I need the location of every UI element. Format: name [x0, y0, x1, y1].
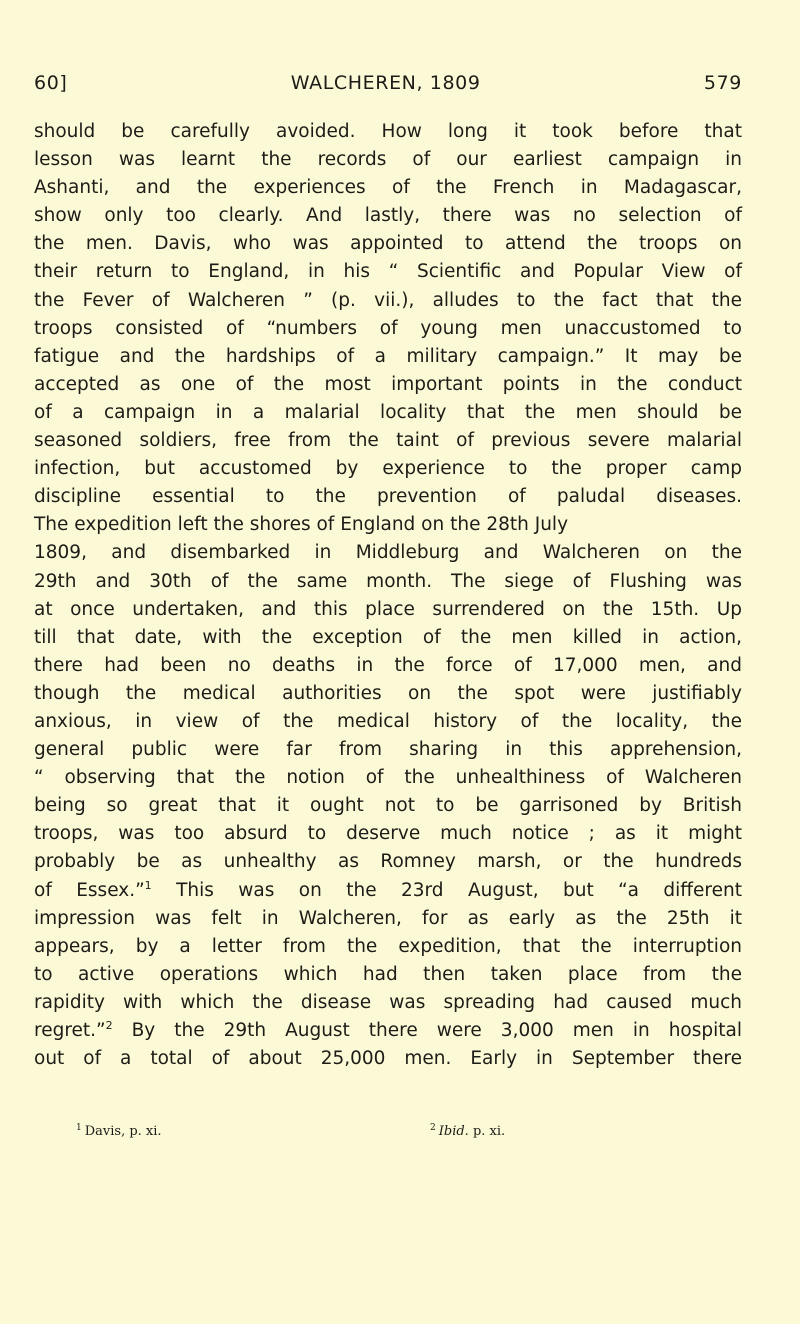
text-line: their return to England, in his “ Scientific and Popular View of [34, 261, 742, 283]
text-line: should be carefully avoided. How long it took before that [34, 121, 742, 142]
text-line: of a campaign in a malarial locality that the men should be [34, 401, 742, 423]
text-line: troops, was too absurd to deserve much notice ; as it might [34, 823, 742, 845]
text-line: though the medical authorities on the spot were justifiably [34, 682, 742, 704]
page-section-number: 60] [34, 72, 68, 94]
text-line: The expedition left the shores of England on the 28th July [34, 514, 569, 536]
text-line: regret.”$^2$ By the 29th August there were 3,000 men in hospital [34, 1019, 742, 1041]
text-line: 29th and 30th of the same month. The siege of Flushing was [34, 570, 742, 592]
body-text [34, 118, 742, 1073]
footnote-ref-1: 1 [144, 878, 152, 892]
footnote-1: $^1$ Davis, p. xi. [76, 1123, 162, 1139]
text-line: to active operations which had then taken place from the [34, 963, 742, 985]
text-line: accepted as one of the most important points in the conduct [34, 373, 742, 395]
footnote-ref-2: 2 [105, 1019, 113, 1032]
page-number: 579 [703, 72, 742, 94]
text-line: fatigue and the hardships of a military campaign.” It may be [34, 345, 742, 367]
text-line: “ observing that the notion of the unhealthiness of Walcheren [34, 767, 742, 789]
text-line: troops consisted of “numbers of young men unaccustomed to [34, 317, 742, 339]
text-line: 1809, and disembarked in Middleburg and Walcheren on the [34, 542, 742, 564]
text-line: impression was felt in Walcheren, for as early as the 25th it [34, 907, 742, 929]
text-line: general public were far from sharing in this apprehension, [34, 739, 742, 761]
text-line: till that date, with the exception of the men killed in action, [34, 626, 742, 648]
text-line: of Essex.”$^1$ This was on the 23rd August, but “a different [34, 878, 742, 901]
text-line: anxious, in view of the medical history of the locality, the [34, 710, 742, 732]
text-line: lesson was learnt the records of our earliest campaign in [34, 149, 742, 171]
text-line: out of a total of about 25,000 men. Early in September there [34, 1048, 742, 1070]
running-header [34, 72, 742, 94]
text-line: the men. Davis, who was appointed to attend the troops on [34, 233, 742, 255]
text-line: discipline essential to the prevention of paludal diseases. [34, 486, 742, 508]
text-line: seasoned soldiers, free from the taint of previous severe malarial [34, 430, 742, 452]
text-line: probably be as unhealthy as Romney marsh, or the hundreds [34, 851, 742, 873]
running-title: WALCHEREN, 1809 [290, 72, 481, 94]
text-line: appears, by a letter from the expedition, that the interruption [34, 935, 742, 957]
text-line: Ashanti, and the experiences of the French in Madagascar, [34, 177, 742, 199]
text-line: infection, but accustomed by experience to the proper camp [34, 458, 742, 480]
footnote-2: $^2$ Ibid. p. xi. [430, 1123, 506, 1139]
text-line: at once undertaken, and this place surrendered on the 15th. Up [34, 598, 742, 620]
text-line: there had been no deaths in the force of 17,000 men, and [34, 654, 742, 676]
text-line: being so great that it ought not to be garrisoned by British [34, 795, 742, 817]
text-line: show only too clearly. And lastly, there was no selection of [34, 205, 742, 227]
text-line: the Fever of Walcheren ” (p. vii.), alludes to the fact that the [34, 289, 742, 311]
text-line: rapidity with which the disease was spreading had caused much [34, 991, 742, 1013]
